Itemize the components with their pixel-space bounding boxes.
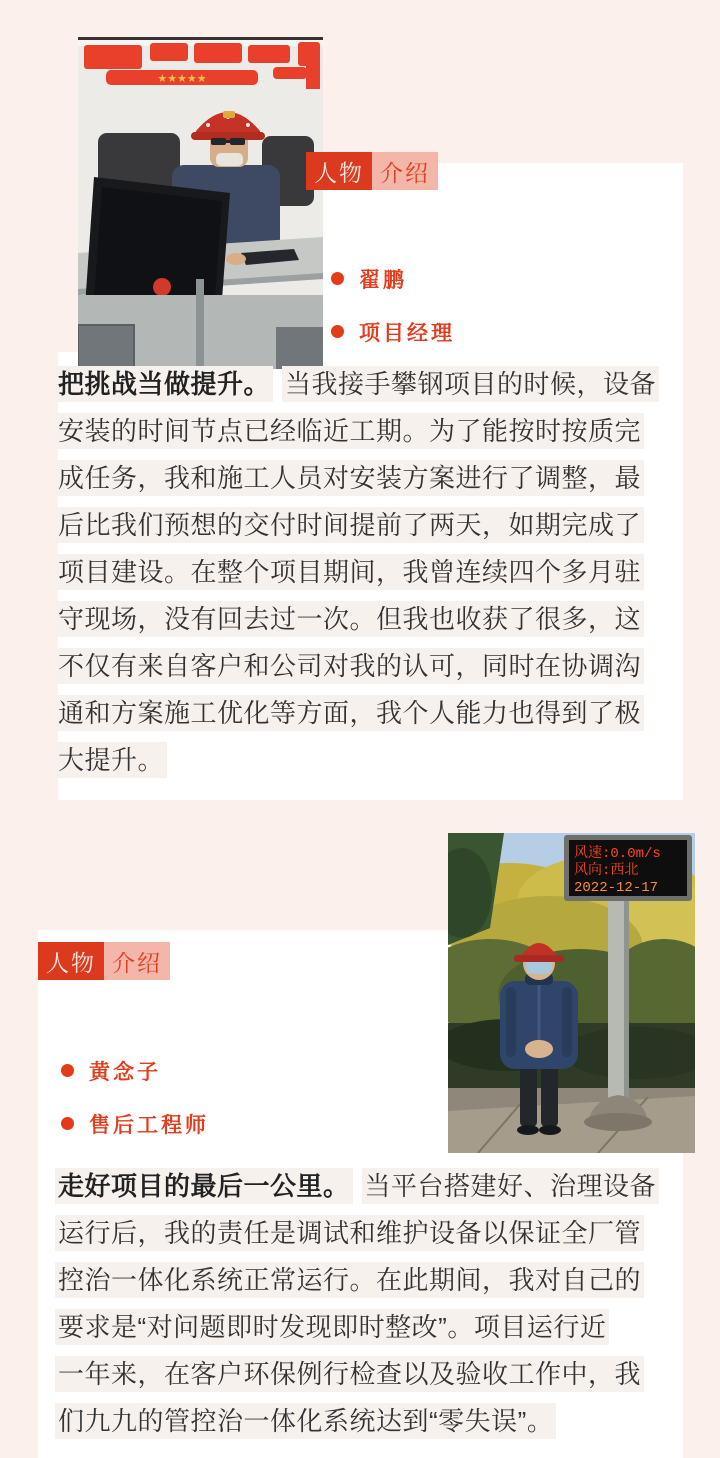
person-title-row — [331, 305, 455, 358]
text-span: 控治一体化系统正常运行。在此期间，我对自己的 — [55, 1262, 644, 1298]
section1-paragraph — [55, 360, 670, 783]
bullet-dot-icon — [331, 272, 344, 285]
text-span: 不仅有来自客户和公司对我的认可，同时在协调沟 — [55, 648, 644, 684]
badge-primary-label: 人物 — [306, 152, 372, 190]
text-span: 当平台搭建好、治理设备 — [362, 1168, 660, 1204]
text-line — [55, 454, 670, 501]
text-line — [55, 1162, 670, 1209]
paragraph-lead: 走好项目的最后一公里。 — [55, 1168, 353, 1204]
text-line — [55, 736, 670, 783]
outdoor-illustration — [448, 833, 695, 1153]
text-span: 后比我们预想的交付时间提前了两天，如期完成了 — [55, 507, 644, 543]
person-name-row — [61, 1044, 209, 1097]
text-line — [55, 1209, 670, 1256]
text-line — [55, 501, 670, 548]
text-span: 大提升。 — [55, 742, 167, 778]
text-line — [55, 360, 670, 407]
text-line — [55, 595, 670, 642]
text-span: 成任务，我和施工人员对安装方案进行了调整，最 — [55, 460, 644, 496]
section1-badge — [306, 152, 438, 190]
person-name: 翟鹏 — [359, 268, 407, 292]
text-span: 项目建设。在整个项目期间，我曾连续四个多月驻 — [55, 554, 644, 590]
section2-bullets — [61, 1044, 209, 1150]
led-line-windspeed: 风速:0.0m/s — [574, 846, 661, 862]
text-line — [55, 689, 670, 736]
text-span: 要求是“对问题即时发现即时整改”。项目运行近 — [55, 1309, 609, 1345]
bullet-dot-icon — [61, 1064, 74, 1077]
led-line-winddirection: 风向:西北 — [574, 863, 639, 879]
text-span: 们九九的管控治一体化系统达到“零失误”。 — [55, 1403, 556, 1439]
text-span: 安装的时间节点已经临近工期。为了能按时按质完 — [55, 413, 644, 449]
control-room-illustration — [78, 37, 323, 369]
led-line-date: 2022-12-17 — [574, 880, 659, 896]
paragraph-lead: 把挑战当做提升。 — [55, 366, 273, 402]
bullet-dot-icon — [331, 325, 344, 338]
person-title: 项目经理 — [359, 321, 455, 345]
text-span: 守现场，没有回去过一次。但我也收获了很多，这 — [55, 601, 644, 637]
badge-secondary-label: 介绍 — [372, 152, 438, 190]
text-line — [55, 548, 670, 595]
section1-bullets — [331, 252, 455, 358]
banner-stars: ★★★★★ — [157, 73, 207, 85]
badge-secondary-label: 介绍 — [104, 942, 170, 980]
section2-paragraph — [55, 1162, 670, 1444]
led-display — [564, 835, 692, 901]
bullet-dot-icon — [61, 1117, 74, 1130]
person-name-row — [331, 252, 455, 305]
text-span: 当我接手攀钢项目的时候，设备 — [282, 366, 659, 402]
text-line — [55, 407, 670, 454]
photo-engineer-control-room — [78, 37, 323, 369]
text-line — [55, 1397, 670, 1444]
section2-badge — [38, 942, 170, 980]
person-name: 黄念子 — [89, 1060, 161, 1084]
text-span: 一年来，在客户环保例行检查以及验收工作中，我 — [55, 1356, 644, 1392]
person-title-row — [61, 1097, 209, 1150]
text-span: 运行后，我的责任是调试和维护设备以保证全厂管 — [55, 1215, 644, 1251]
text-line — [55, 642, 670, 689]
text-line — [55, 1256, 670, 1303]
badge-primary-label: 人物 — [38, 942, 104, 980]
text-line — [55, 1303, 670, 1350]
photo-engineer-monitoring-station — [448, 833, 695, 1153]
text-line — [55, 1350, 670, 1397]
text-span: 通和方案施工优化等方面，我个人能力也得到了极 — [55, 695, 644, 731]
person-title: 售后工程师 — [89, 1113, 209, 1137]
